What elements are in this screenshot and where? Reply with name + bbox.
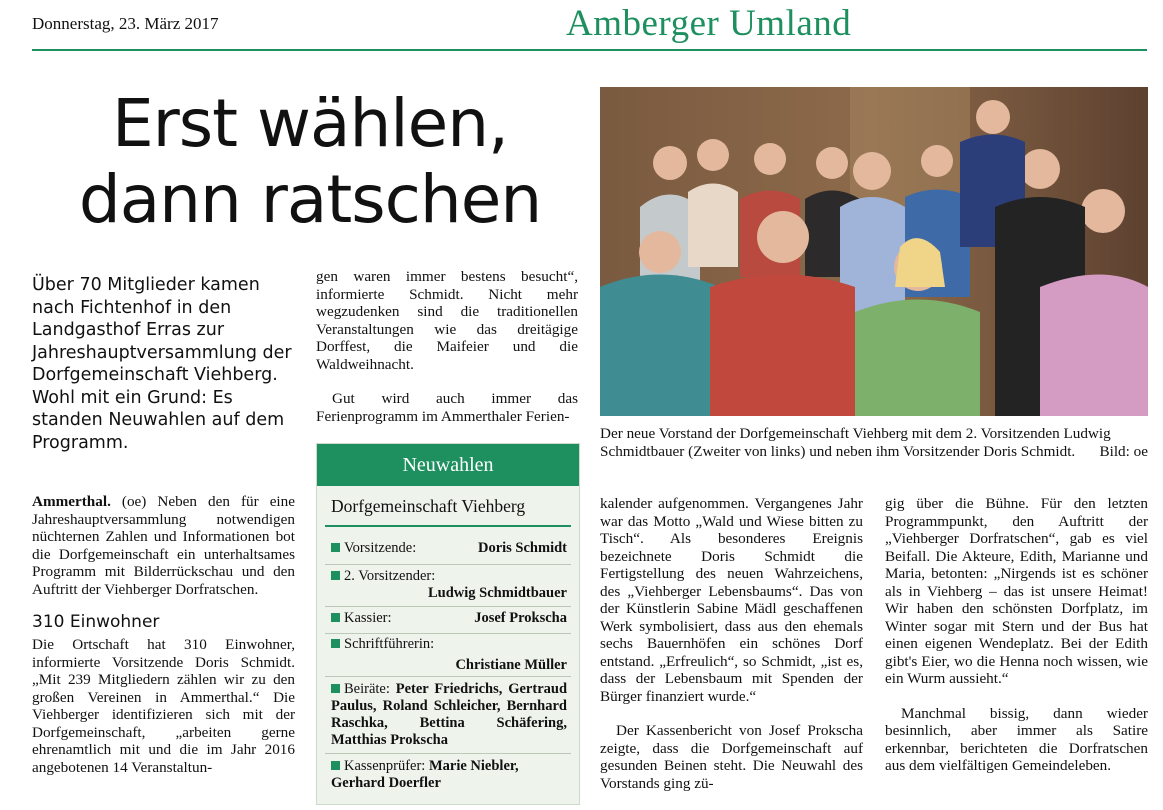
column-1-paragraph-1 [32,493,295,598]
photo-caption [600,425,1148,461]
bullet-square-icon [331,684,340,693]
bullet-square-icon [331,639,340,648]
box-separator [325,633,571,634]
column-4-paragraph-2: Manchmal bissig, dann wieder besinnlich, aber immer als Satire erkennbar, berichteten die Dorfratschen aus dem vielfältigen Gemeindeleben. [885,704,1148,774]
masthead-rule [32,49,1147,51]
election-results-box [316,443,580,805]
headline-line-1: Erst wählen, [111,85,509,162]
column-1-paragraph-1-text: (oe) Neben den für eine Jahreshauptversammlung notwendigen nüchternen Zahlen und Informationen bot die Dorfgemeinschaft ein unterhaltsames Programm mit Bilderrückschau und den Auftritt der Viehberger Dorfratschen. [32,493,295,598]
headline [30,86,590,238]
role-treasurer: Kassier: Josef Prokscha [331,610,567,627]
group-photo [600,87,1148,416]
dateline: Ammerthal. [32,493,111,510]
bullet-square-icon [331,761,340,770]
box-separator [325,676,571,677]
group-photo-illustration [600,87,1148,416]
column-2 [316,268,578,425]
role-board-members: Beiräte: Peter Friedrichs, Gertraud Paulus, Roland Schleicher, Bernhard Raschka, Bettina Schäfering, Matthias Prokscha [331,681,568,748]
bullet-square-icon [331,571,340,580]
headline-line-2: dann ratschen [78,161,542,238]
photo-credit: Bild: oe [1099,442,1148,460]
box-rule [325,525,571,527]
role-secretary: Schriftführerin: Christiane Müller [331,636,567,674]
role-chair: Vorsitzende: Doris Schmidt [331,540,567,557]
bullet-square-icon [331,613,340,622]
section-title: Amberger Umland [566,3,852,44]
column-2-paragraph-1: gen waren immer bestens besucht“, informierte Schmidt. Nicht mehr wegzudenken sind die traditionellen Veranstaltungen wie das dreitägige Dorffest, die Maifeier und die Waldweihnacht. [316,268,578,373]
column-3 [600,495,863,792]
role-vice-chair: 2. Vorsitzender: Ludwig Schmidtbauer [331,568,567,602]
box-separator [325,753,571,754]
column-1 [32,493,295,776]
subheading: 310 Einwohner [32,612,160,632]
role-auditors: Kassenprüfer: Marie Niebler, Gerhard Doerfler [331,758,519,791]
bullet-square-icon [331,543,340,552]
column-4-paragraph-1: gig über die Bühne. Für den letzten Programmpunkt, den Auftritt der „Viehberger Dorfratschen“, gab es viel Beifall. Die Akteure, Edith, Marianne und Maria, betonten: „Nirgends ist es schöner als in Viehberg – das ist unsere Heimat! Wir haben den schönsten Dorfplatz, im Winter sogar mit Stern und der Bus hat einen eigenen Wendeplatz. Bei der Edith gibt's Eier, wo die Henna noch wissen, wie ein Wurm aussieht.“ [885,495,1148,687]
column-1-paragraph-2: Die Ortschaft hat 310 Einwohner, informierte Vorsitzende Doris Schmidt. „Mit 239 Mitgliedern zählen wir zu den großen Vereinen in Ammerthal.“ Die Viehberger identifizieren sich mit der Dorfgemeinschaft, „arbeiten gerne ehrenamtlich mit und die im Jahr 2016 angebotenen 14 Veranstaltun- [32,636,295,776]
column-3-paragraph-1: kalender aufgenommen. Vergangenes Jahr war das Motto „Wald und Wiese bitten zu Tisch“. Als besonderes Ereignis bezeichnete Doris Schmidt die Fertigstellung des neuen Wahrzeichens, des „Viehberger Lebensbaums“. Das von der Künstlerin Sabine Mädl geschaffenen Werk symbolisiert, dass aus den ehemals sechs Bauernhöfen ein schönes Dorf entstand. „Erfreulich“, so Schmidt, „ist es, dass der Lebensbaum mit Spenden der Bürger finanziert wurde.“ [600,495,863,705]
lead-paragraph: Über 70 Mitglieder kamen nach Fichtenhof in den Landgasthof Erras zur Jahreshauptversammlung der Dorfgemeinschaft Viehberg. Wohl mit ein Grund: Es standen Neuwahlen auf dem Programm. [32,275,292,453]
column-2-paragraph-2: Gut wird auch immer das Ferienprogramm im Ammerthaler Ferien- [316,390,578,425]
column-4 [885,495,1148,775]
column-3-paragraph-2: Der Kassenbericht von Josef Prokscha zeigte, dass die Dorfgemeinschaft auf gesunden Beinen steht. Die Neuwahl des Vorstands ging zü- [600,722,863,792]
box-subtitle: Dorfgemeinschaft Viehberg [331,496,526,516]
issue-date: Donnerstag, 23. März 2017 [32,14,219,33]
box-title: Neuwahlen [317,444,579,486]
box-separator [325,606,571,607]
caption-text: Der neue Vorstand der Dorfgemeinschaft Viehberg mit dem 2. Vorsitzenden Ludwig Schmidtbauer (Zweiter von links) und neben ihm Vorsitzender Doris Schmidt. [600,425,1111,460]
box-separator [325,564,571,565]
